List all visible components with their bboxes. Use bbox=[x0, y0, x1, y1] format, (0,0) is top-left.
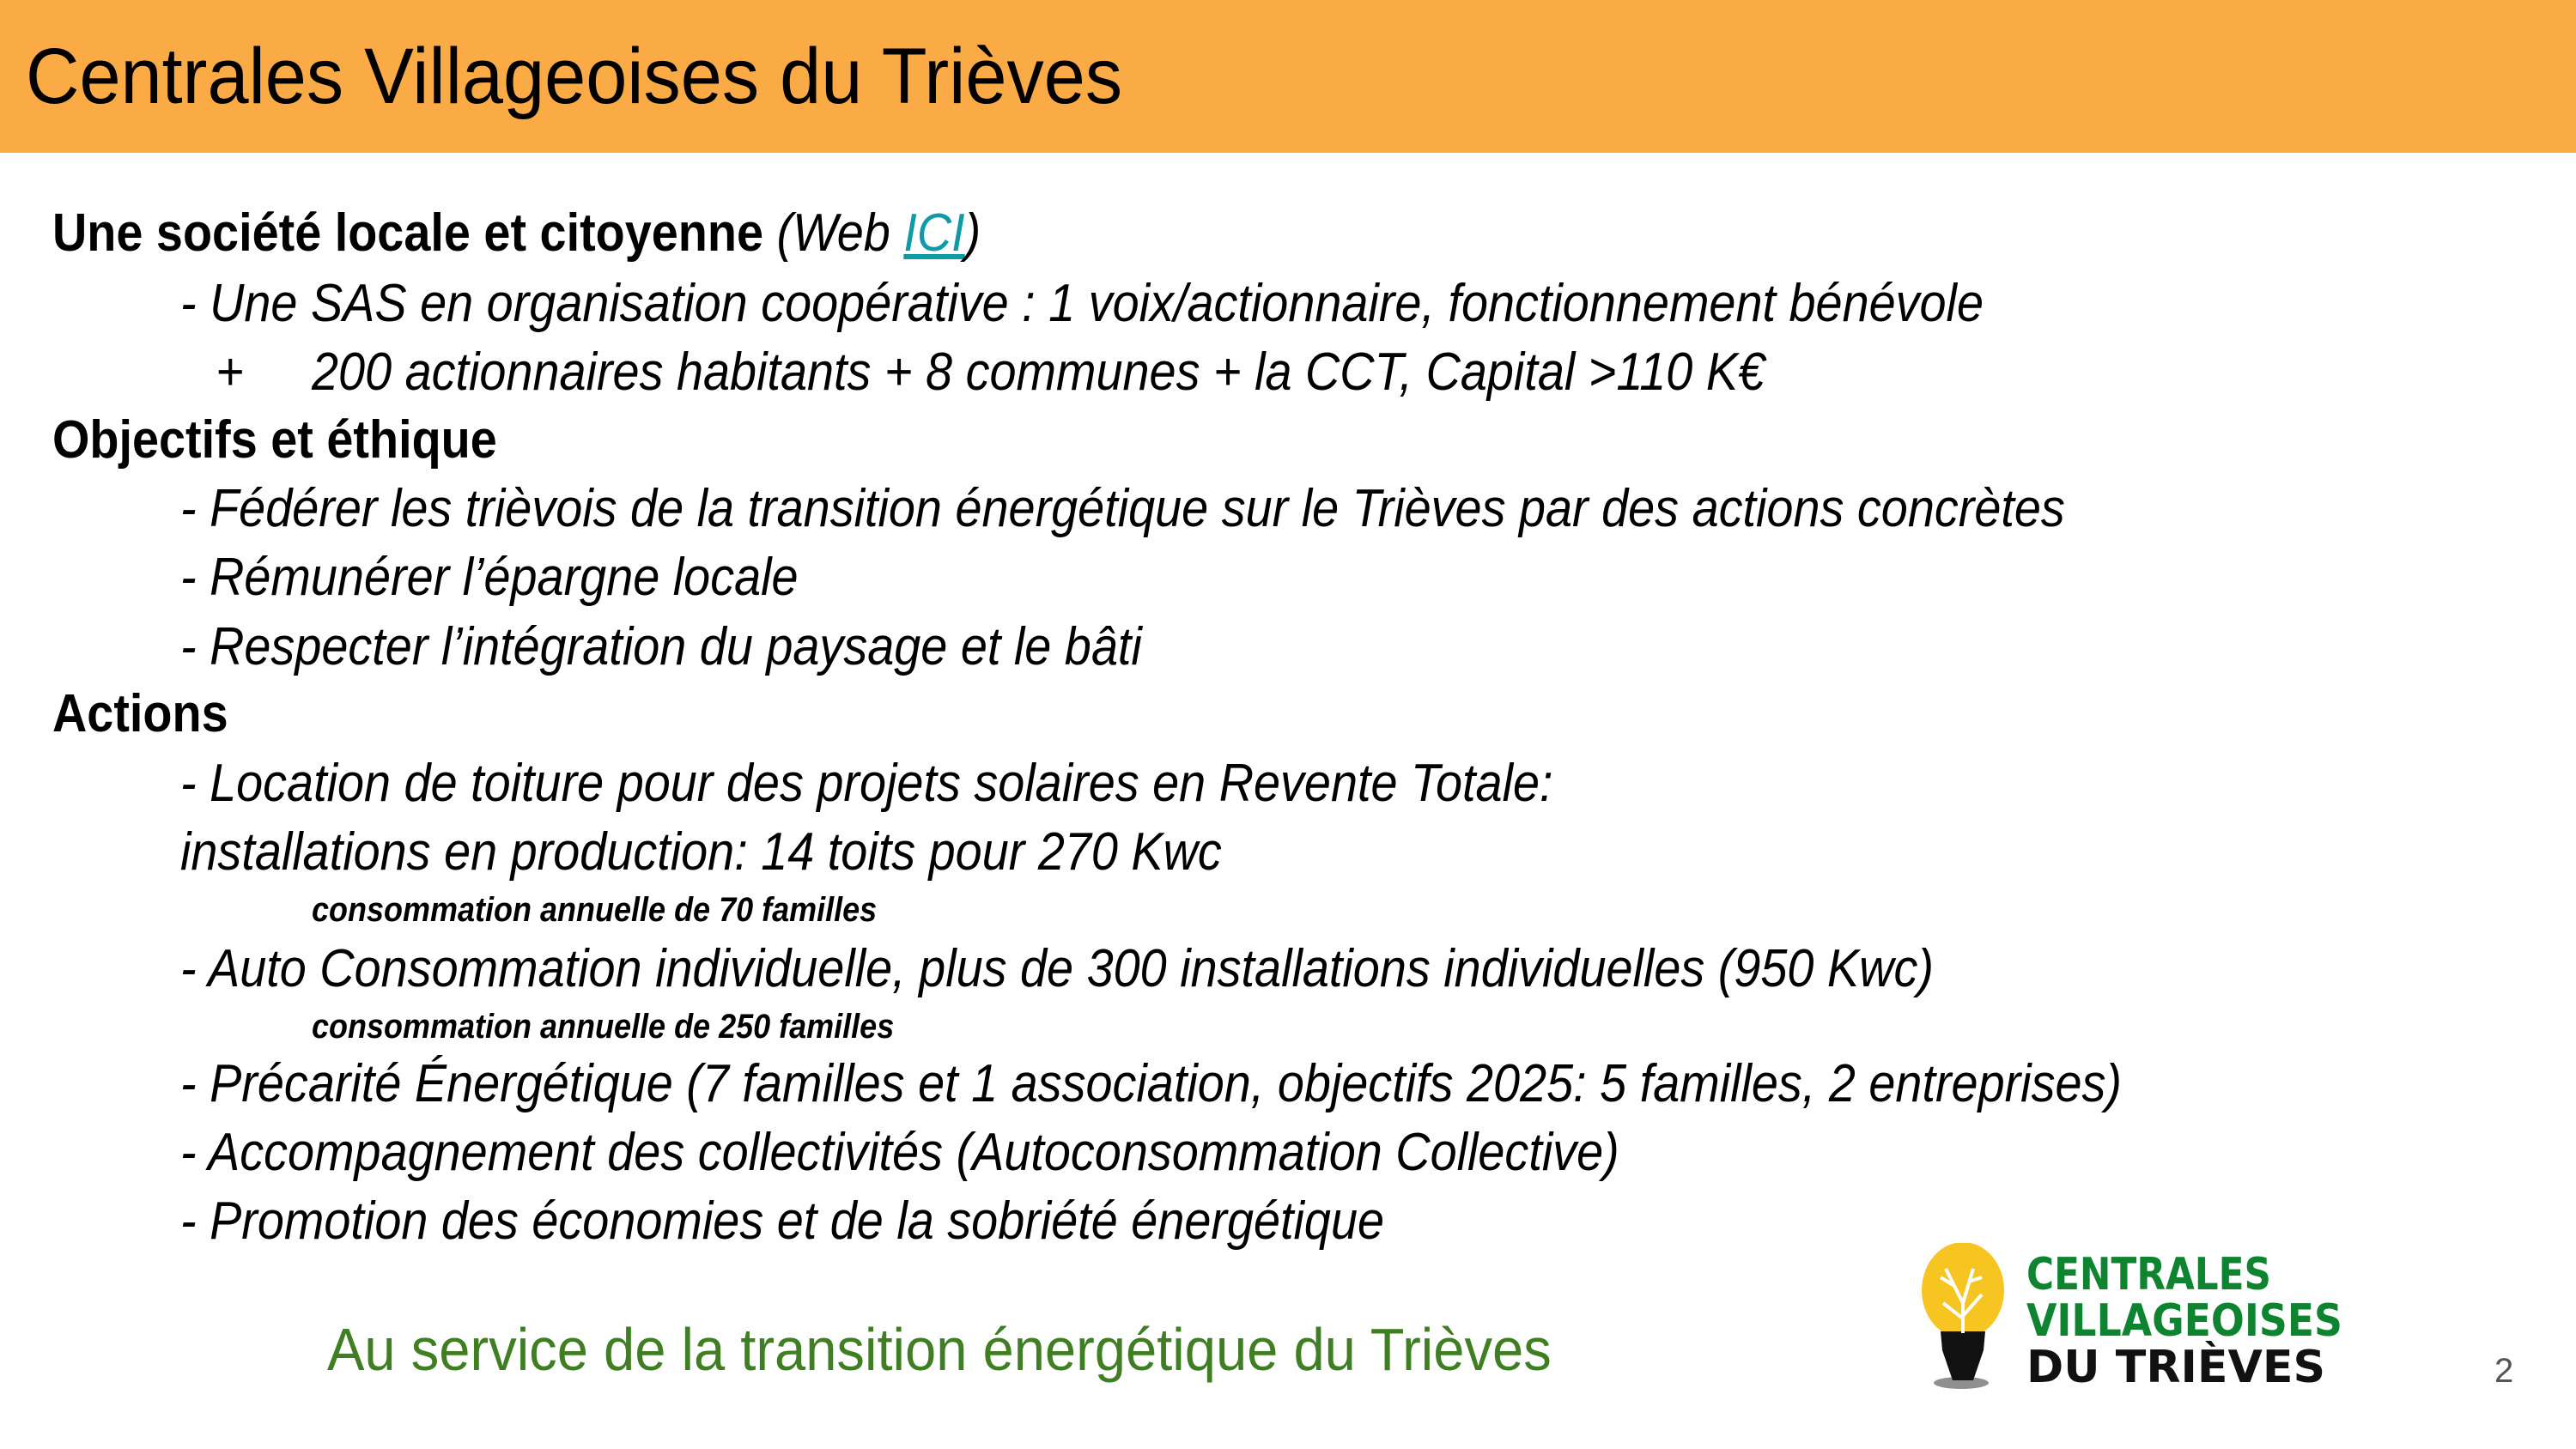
action-line: - Location de toiture pour des projets solaires en Revente Totale: bbox=[180, 754, 1553, 813]
heading-objectifs: Objectifs et éthique bbox=[52, 410, 497, 470]
centrales-villageoises-logo bbox=[1922, 1243, 2351, 1399]
logo-line-2: VILLAGEOISES bbox=[2026, 1295, 2342, 1347]
heading-text: Une société locale et citoyenne bbox=[52, 203, 764, 263]
heading-societe bbox=[52, 203, 981, 264]
logo-line-1: CENTRALES bbox=[2026, 1249, 2271, 1300]
heading-actions: Actions bbox=[52, 684, 228, 743]
objectif-item: - Fédérer les trièvois de la transition énergétique sur le Trièves par des actions concrètes bbox=[180, 479, 2065, 538]
action-line: - Promotion des économies et de la sobriété énergétique bbox=[180, 1191, 1385, 1251]
objectif-item: - Respecter l’intégration du paysage et le bâti bbox=[180, 617, 1142, 676]
plus-bullet: + bbox=[216, 343, 245, 402]
action-line: - Accompagnement des collectivités (Autoconsommation Collective) bbox=[180, 1123, 1619, 1182]
slide-header bbox=[0, 0, 2576, 153]
web-link[interactable]: ICI bbox=[903, 203, 965, 263]
action-line: - Auto Consommation individuelle, plus de 300 installations individuelles (950 Kwc) bbox=[180, 939, 1934, 998]
action-note: consommation annuelle de 70 familles bbox=[312, 891, 878, 929]
tagline: Au service de la transition énergétique du Trièves bbox=[327, 1316, 1552, 1383]
web-suffix: ) bbox=[964, 203, 981, 263]
action-note: consommation annuelle de 250 familles bbox=[312, 1008, 895, 1046]
page-number: 2 bbox=[2494, 1352, 2514, 1390]
logo-line-3: DU TRIÈVES bbox=[2026, 1342, 2325, 1393]
action-line: installations en production: 14 toits pour 270 Kwc bbox=[180, 822, 1222, 882]
web-prefix: (Web bbox=[763, 203, 904, 263]
action-line: - Précarité Énergétique (7 familles et 1 association, objectifs 2025: 5 familles, 2 entreprises) bbox=[180, 1054, 2122, 1113]
slide-title: Centrales Villageoises du Trièves bbox=[26, 33, 1123, 120]
societe-line-2: 200 actionnaires habitants + 8 communes + la CCT, Capital >110 K€ bbox=[312, 343, 1765, 402]
objectif-item: - Rémunérer l’épargne locale bbox=[180, 548, 799, 607]
societe-line-1: - Une SAS en organisation coopérative : 1 voix/actionnaire, fonctionnement bénévole bbox=[180, 274, 1984, 333]
